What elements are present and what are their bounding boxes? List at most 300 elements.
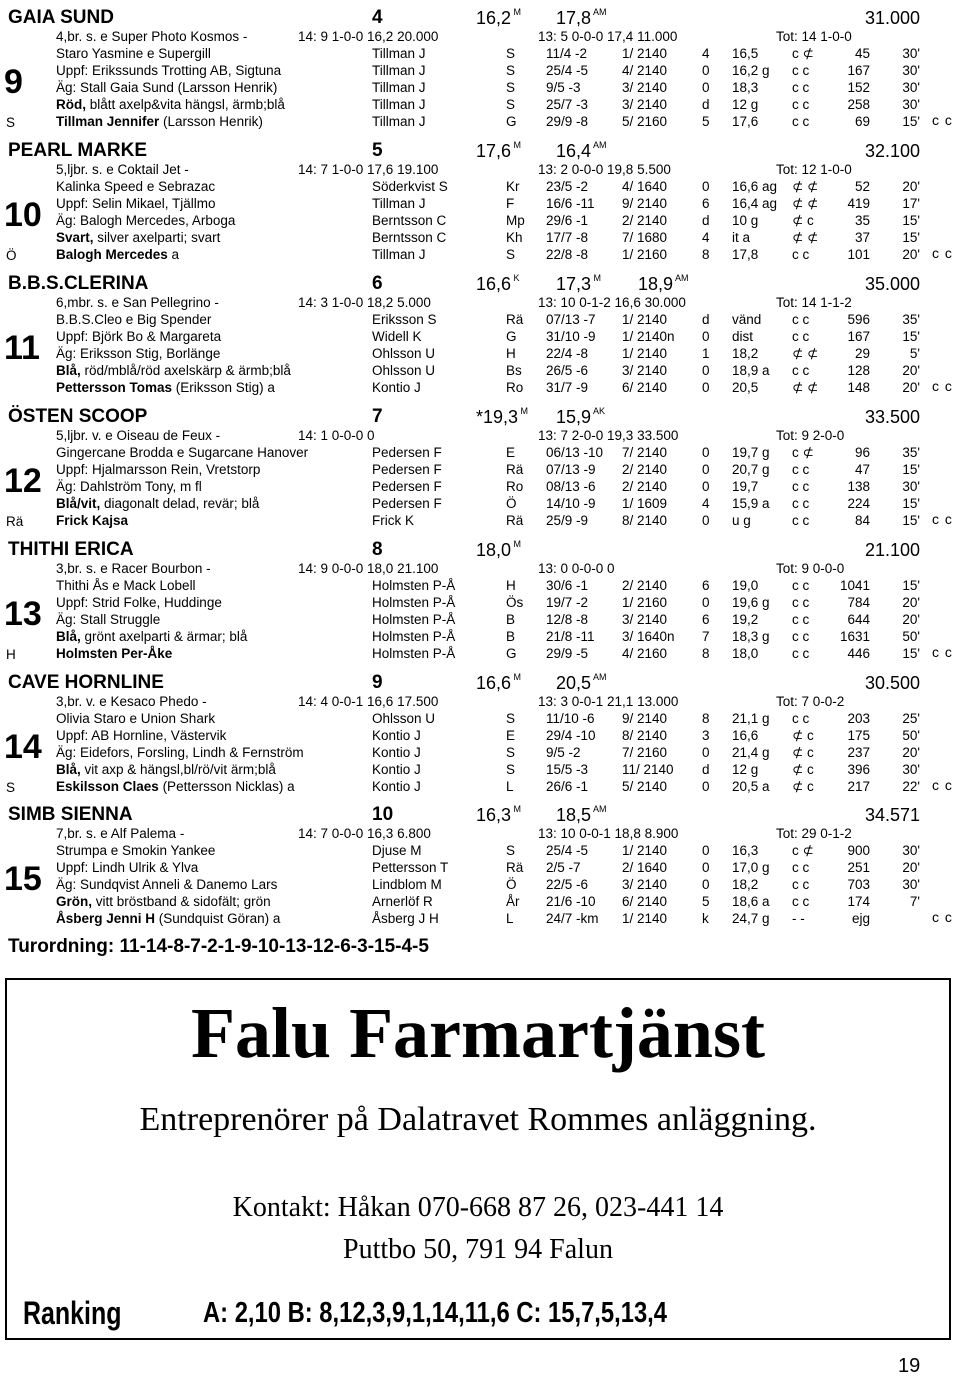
stats-total: Tot: 7 0-0-2 (776, 693, 845, 709)
track: S (506, 744, 516, 760)
position: 7 (702, 628, 710, 644)
pedigree-line: Frick Kajsa (56, 512, 129, 528)
odds: 45 (854, 46, 870, 61)
km-time: 19,6 g (732, 594, 770, 610)
position: 4 (702, 229, 710, 245)
placing: 2/ 2140 (622, 577, 668, 593)
marks: c c (792, 114, 810, 129)
track: L (506, 778, 514, 794)
pedigree-line: Äg: Dahlström Tony, m fl (56, 478, 202, 494)
position: 6 (702, 195, 710, 211)
km-time: 17,8 (732, 246, 759, 262)
prize-share: 15' (902, 328, 920, 344)
driver: Tillman J (372, 46, 426, 61)
odds: 96 (854, 444, 870, 460)
placing: 1/ 2160 (622, 594, 668, 610)
driver: Kontio J (372, 761, 421, 777)
marks: c c (792, 512, 810, 528)
driver: Tillman J (372, 97, 426, 112)
track: S (506, 46, 516, 61)
race-date: 22/4 -8 (546, 345, 589, 361)
pedigree-line: Röd, blått axelp&vita hängsl, ärmb;blå (56, 97, 285, 112)
placing: 1/ 2140 (622, 311, 668, 327)
pedigree-line: Uppf: Lindh Ulrik & Ylva (56, 860, 199, 876)
ad-title: Falu Farmartjänst (191, 993, 765, 1073)
placing: 6/ 2140 (622, 379, 668, 395)
placing: 3/ 2140 (622, 362, 668, 378)
odds: 900 (847, 843, 870, 859)
marks: ⊄ c (792, 212, 814, 228)
odds: 237 (847, 744, 870, 760)
record-1: 16,6 $^K$ (476, 272, 520, 294)
track: S (506, 843, 516, 859)
position: 0 (702, 478, 710, 494)
driver: Pedersen F (372, 461, 442, 477)
placing: 11/ 2140 (622, 761, 674, 777)
program-number: 10 (4, 195, 42, 234)
km-time: 18,2 (732, 345, 759, 361)
marks: ⊄ ⊄ (792, 195, 819, 211)
position: 0 (702, 860, 710, 876)
track: S (506, 97, 516, 112)
pedigree-line: Äg: Stall Struggle (56, 611, 161, 627)
odds: 29 (854, 345, 870, 361)
km-time: 19,7 (732, 478, 759, 494)
odds: 69 (854, 114, 870, 129)
pedigree-line: Staro Yasmine e Supergill (56, 46, 211, 61)
track: L (506, 911, 514, 927)
prize-share: 30' (902, 761, 920, 777)
marks: ⊄ ⊄ (792, 178, 819, 194)
km-time: 19,7 g (732, 444, 770, 460)
driver: Tillman J (372, 246, 426, 262)
driver: Berntsson C (372, 229, 447, 245)
prize-money: 35.000 (864, 273, 920, 294)
horse-info: 3,br. v. e Kesaco Phedo - (56, 693, 207, 709)
driver: Tillman J (372, 195, 426, 211)
pedigree-line: Thithi Ås e Mack Lobell (56, 577, 196, 593)
stats-2013: 13: 5 0-0-0 17,4 11.000 (538, 29, 678, 44)
marks: c c (792, 628, 810, 644)
shoe-marks: c c (932, 510, 953, 527)
race-date: 29/9 -8 (546, 114, 589, 129)
race-date: 17/7 -8 (546, 229, 589, 245)
driver: Kontio J (372, 744, 421, 760)
driver: Lindblom M (372, 877, 442, 893)
track-letter: H (6, 646, 16, 662)
shoe-marks: c c (932, 244, 953, 261)
odds: 174 (847, 894, 870, 910)
marks: c c (792, 80, 810, 95)
driver: Pedersen F (372, 478, 442, 494)
driver: Pettersson T (372, 860, 449, 876)
race-date: 25/9 -9 (546, 512, 589, 528)
placing: 4/ 2140 (622, 63, 668, 78)
record-1: 17,6 $^M$ (476, 139, 522, 161)
prize-share: 30' (902, 46, 920, 61)
turordning: Turordning: 11-14-8-7-2-1-9-10-13-12-6-3-15-4-5 (8, 936, 429, 957)
position: 5 (702, 114, 710, 129)
track: H (506, 345, 516, 361)
marks: c c (792, 63, 810, 78)
shoe-marks: c c (932, 776, 953, 793)
program-number: 9 (4, 63, 23, 101)
track: Mp (506, 212, 525, 228)
race-date: 22/5 -6 (546, 877, 589, 893)
start-number: 7 (372, 405, 383, 427)
stats-2014: 14: 4 0-0-1 16,6 17.500 (298, 693, 439, 709)
marks: c c (792, 894, 810, 910)
track: Rä (506, 311, 524, 327)
track: Ro (506, 478, 524, 494)
pedigree-line: Uppf: Strid Folke, Huddinge (56, 594, 222, 610)
shoe-marks: c c (932, 112, 953, 128)
driver: Holmsten P-Å (372, 611, 456, 627)
position: 0 (702, 444, 710, 460)
placing: 4/ 2160 (622, 645, 668, 661)
placing: 2/ 2140 (622, 461, 668, 477)
record-1: 16,3 $^M$ (476, 804, 522, 826)
position: 4 (702, 495, 710, 511)
marks: ⊄ c (792, 761, 814, 777)
km-time: 18,2 (732, 877, 759, 893)
race-date: 21/6 -10 (546, 894, 596, 910)
race-date: 9/5 -3 (546, 80, 581, 95)
prize-share: 25' (902, 710, 920, 726)
prize-money: 30.500 (864, 672, 920, 693)
km-time: 16,2 g (732, 63, 770, 78)
race-date: 29/9 -5 (546, 645, 589, 661)
prize-share: 20' (902, 178, 920, 194)
pedigree-line: Äg: Eriksson Stig, Borlänge (56, 345, 221, 361)
km-time: 24,7 g (732, 911, 770, 927)
driver: Tillman J (372, 63, 426, 78)
pedigree-line: Äg: Eidefors, Forsling, Lindh & Fernström (56, 744, 304, 760)
track: Ro (506, 379, 524, 395)
placing: 5/ 2140 (622, 778, 668, 794)
race-date: 26/6 -1 (546, 778, 589, 794)
prize-share: 20' (902, 611, 920, 627)
position: 8 (702, 246, 710, 262)
placing: 7/ 2160 (622, 744, 668, 760)
prize-share: 30' (902, 63, 920, 78)
stats-2013: 13: 10 0-0-1 18,8 8.900 (538, 826, 679, 842)
track: S (506, 63, 516, 78)
position: 4 (702, 46, 710, 61)
track-letter: S (6, 115, 16, 130)
marks: c c (792, 97, 810, 112)
race-date: 12/8 -8 (546, 611, 589, 627)
prize-share: 50' (902, 628, 920, 644)
driver: Tillman J (372, 80, 426, 95)
odds: 128 (847, 362, 870, 378)
pedigree-line: Eskilsson Claes (Pettersson Nicklas) a (56, 778, 295, 794)
start-number: 5 (372, 139, 383, 161)
prize-share: 20' (902, 594, 920, 610)
odds: 52 (854, 178, 870, 194)
position: 0 (702, 80, 710, 95)
placing: 3/ 2140 (622, 611, 668, 627)
pedigree-line: Äg: Stall Gaia Sund (Larsson Henrik) (56, 80, 278, 95)
pedigree-line: Balogh Mercedes a (56, 246, 180, 262)
km-time: u g (732, 512, 751, 528)
placing: 3/ 1640n (622, 628, 675, 644)
race-date: 08/13 -6 (546, 478, 596, 494)
marks: c c (792, 495, 810, 511)
race-date: 2/5 -7 (546, 860, 581, 876)
prize-share: 17' (902, 195, 920, 211)
prize-share: 35' (902, 444, 920, 460)
prize-share: 20' (902, 744, 920, 760)
prize-money: 34.571 (864, 805, 920, 826)
stats-total: Tot: 9 2-0-0 (776, 427, 845, 443)
marks: c c (792, 461, 810, 477)
race-date: 06/13 -10 (546, 444, 604, 460)
position: 0 (702, 778, 710, 794)
placing: 2/ 2140 (622, 212, 668, 228)
stats-2014: 14: 9 0-0-0 18,0 21.100 (298, 560, 439, 576)
record-2: 15,9 $^{AK}$ (556, 405, 606, 427)
odds: 703 (847, 877, 870, 893)
position: 5 (702, 894, 710, 910)
marks: ⊄ c (792, 727, 814, 743)
km-time: 12 g (732, 761, 759, 777)
km-time: 21,4 g (732, 744, 770, 760)
start-number: 8 (372, 538, 383, 560)
race-date: 29/4 -10 (546, 727, 596, 743)
race-date: 26/5 -6 (546, 362, 589, 378)
horse-name: PEARL MARKE (8, 139, 147, 161)
odds: 138 (847, 478, 870, 494)
placing: 1/ 2140n (622, 328, 675, 344)
prize-share: 15' (902, 512, 920, 528)
placing: 7/ 1680 (622, 229, 668, 245)
track: G (506, 328, 517, 344)
track-letter: S (6, 779, 16, 795)
driver: Holmsten P-Å (372, 645, 456, 661)
prize-money: 33.500 (864, 406, 920, 427)
placing: 4/ 1640 (622, 178, 668, 194)
track: Ös (506, 594, 524, 610)
driver: Kontio J (372, 727, 421, 743)
pedigree-line: Grön, vitt bröstband & sidofält; grön (56, 894, 271, 910)
pedigree-line: Blå, vit axp & hängsl,bl/rö/vit ärm;blå (56, 761, 276, 777)
position: 8 (702, 645, 710, 661)
driver: Åsberg J H (372, 911, 439, 927)
prize-money: 32.100 (864, 140, 920, 161)
stats-2013: 13: 2 0-0-0 19,8 5.500 (538, 161, 671, 177)
marks: ⊄ ⊄ (792, 345, 819, 361)
race-date: 14/10 -9 (546, 495, 596, 511)
driver: Kontio J (372, 379, 421, 395)
track-letter: Ö (6, 247, 17, 263)
pedigree-line: Blå/vit, diagonalt delad, revär; blå (56, 495, 260, 511)
track: Kr (506, 178, 520, 194)
race-date: 31/7 -9 (546, 379, 589, 395)
race-date: 24/7 -km (546, 911, 599, 927)
odds: 47 (854, 461, 870, 477)
odds: 175 (847, 727, 870, 743)
record-2: 16,4 $^{AM}$ (556, 139, 607, 161)
driver: Pedersen F (372, 444, 442, 460)
race-date: 15/5 -3 (546, 761, 589, 777)
placing: 2/ 1640 (622, 860, 668, 876)
prize-share: 20' (902, 860, 920, 876)
advertisement-box (5, 978, 951, 1340)
start-number: 10 (372, 804, 394, 826)
driver: Ohlsson U (372, 362, 436, 378)
marks: c c (792, 478, 810, 494)
track: E (506, 444, 516, 460)
stats-2013: 13: 3 0-0-1 21,1 13.000 (538, 693, 679, 709)
prize-share: 5' (909, 345, 920, 361)
prize-share: 20' (902, 379, 920, 395)
prize-share: 15' (902, 461, 920, 477)
km-time: 20,5 (732, 379, 759, 395)
position: 0 (702, 328, 710, 344)
pedigree-line: B.B.S.Cleo e Big Spender (56, 311, 212, 327)
pedigree-line: Äg: Sundqvist Anneli & Danemo Lars (56, 877, 278, 893)
track: Ö (506, 877, 517, 893)
track-letter: Rä (6, 513, 24, 529)
race-date: 22/8 -8 (546, 246, 589, 262)
position: 6 (702, 611, 710, 627)
race-date: 07/13 -9 (546, 461, 596, 477)
stats-2014: 14: 7 0-0-0 16,3 6.800 (298, 826, 431, 842)
track: G (506, 114, 517, 129)
position: 1 (702, 345, 710, 361)
program-number: 15 (4, 860, 42, 899)
driver: Kontio J (372, 778, 421, 794)
placing: 5/ 2160 (622, 114, 668, 129)
marks: c c (792, 328, 810, 344)
km-time: 16,6 (732, 727, 759, 743)
driver: Berntsson C (372, 212, 447, 228)
prize-share: 20' (902, 246, 920, 262)
position: 0 (702, 877, 710, 893)
stats-total: Tot: 9 0-0-0 (776, 560, 845, 576)
odds: 217 (847, 778, 870, 794)
prize-share: 15' (902, 229, 920, 245)
start-number: 4 (372, 7, 383, 28)
position: 0 (702, 178, 710, 194)
position: 0 (702, 843, 710, 859)
prize-share: 15' (902, 212, 920, 228)
stats-2013: 13: 7 2-0-0 19,3 33.500 (538, 427, 679, 443)
race-date: 19/7 -2 (546, 594, 589, 610)
driver: Eriksson S (372, 311, 437, 327)
odds: 167 (847, 328, 870, 344)
prize-share: 30' (902, 478, 920, 494)
horse-info: 5,ljbr. s. e Coktail Jet - (56, 161, 189, 177)
pedigree-line: Olivia Staro e Union Shark (56, 710, 216, 726)
km-time: 16,6 ag (732, 178, 778, 194)
stats-total: Tot: 14 1-0-0 (776, 29, 852, 44)
driver: Djuse M (372, 843, 422, 859)
prize-share: 30' (902, 843, 920, 859)
km-time: 12 g (732, 97, 759, 112)
marks: ⊄ ⊄ (792, 379, 819, 395)
km-time: dist (732, 328, 754, 344)
km-time: vänd (732, 311, 762, 327)
track: B (506, 611, 516, 627)
horse-info: 6,mbr. s. e San Pellegrino - (56, 294, 219, 310)
track: Rä (506, 461, 524, 477)
odds: 258 (847, 97, 870, 112)
prize-share: 50' (902, 727, 920, 743)
race-date: 11/4 -2 (546, 46, 588, 61)
horse-name: THITHI ERICA (8, 538, 134, 560)
km-time: 20,7 g (732, 461, 770, 477)
km-time: 18,6 a (732, 894, 770, 910)
driver: Holmsten P-Å (372, 594, 456, 610)
marks: c c (792, 246, 810, 262)
track: Rä (506, 512, 524, 528)
marks: ⊄ c (792, 744, 814, 760)
km-time: 17,0 g (732, 860, 770, 876)
placing: 9/ 2140 (622, 195, 668, 211)
race-date: 25/4 -5 (546, 63, 589, 78)
race-date: 25/4 -5 (546, 843, 589, 859)
record-1: 16,6 $^M$ (476, 671, 522, 693)
pedigree-line: Holmsten Per-Åke (56, 645, 173, 661)
odds: 396 (847, 761, 870, 777)
prize-share: 15' (902, 645, 920, 661)
prize-money: 31.000 (864, 8, 920, 28)
position: 0 (702, 379, 710, 395)
placing: 1/ 2140 (622, 46, 668, 61)
km-time: 18,9 a (732, 362, 770, 378)
stats-total: Tot: 12 1-0-0 (776, 161, 852, 177)
race-date: 29/6 -1 (546, 212, 589, 228)
km-time: 16,5 (732, 46, 759, 61)
race-date: 21/8 -11 (546, 628, 595, 644)
pedigree-line: Uppf: Erikssunds Trotting AB, Sigtuna (56, 63, 282, 78)
position: 0 (702, 461, 710, 477)
driver: Ohlsson U (372, 710, 436, 726)
prize-share: 15' (902, 577, 920, 593)
pedigree-line: Äg: Balogh Mercedes, Arboga (56, 212, 236, 228)
prize-money: 21.100 (864, 539, 920, 560)
program-number: 13 (4, 594, 42, 633)
stats-2014: 14: 3 1-0-0 18,2 5.000 (298, 294, 431, 310)
marks: c c (792, 860, 810, 876)
horse-name: CAVE HORNLINE (8, 671, 164, 693)
ad-contact: Kontakt: Håkan 070-668 87 26, 023-441 14 (232, 1192, 724, 1223)
odds: 84 (854, 512, 870, 528)
program-number: 12 (4, 461, 42, 500)
prize-share: 22' (902, 778, 920, 794)
record-1: 16,2 $^M$ (476, 7, 522, 28)
track: Bs (506, 362, 522, 378)
track: Ö (506, 495, 517, 511)
horse-info: 7,br. s. e Alf Palema - (56, 826, 185, 842)
km-time: it a (732, 229, 751, 245)
odds: 152 (847, 80, 870, 95)
track: S (506, 761, 516, 777)
track: B (506, 628, 516, 644)
odds: ejg (851, 911, 870, 927)
placing: 3/ 2140 (622, 877, 668, 893)
km-time: 16,4 ag (732, 195, 778, 211)
stats-2014: 14: 1 0-0-0 0 (298, 427, 375, 443)
stats-2013: 13: 10 0-1-2 16,6 30.000 (538, 294, 686, 310)
record-3: 18,9 $^{AM}$ (638, 272, 689, 294)
km-time: 20,5 a (732, 778, 770, 794)
position: d (702, 212, 710, 228)
odds: 148 (847, 379, 870, 395)
km-time: 19,2 (732, 611, 759, 627)
